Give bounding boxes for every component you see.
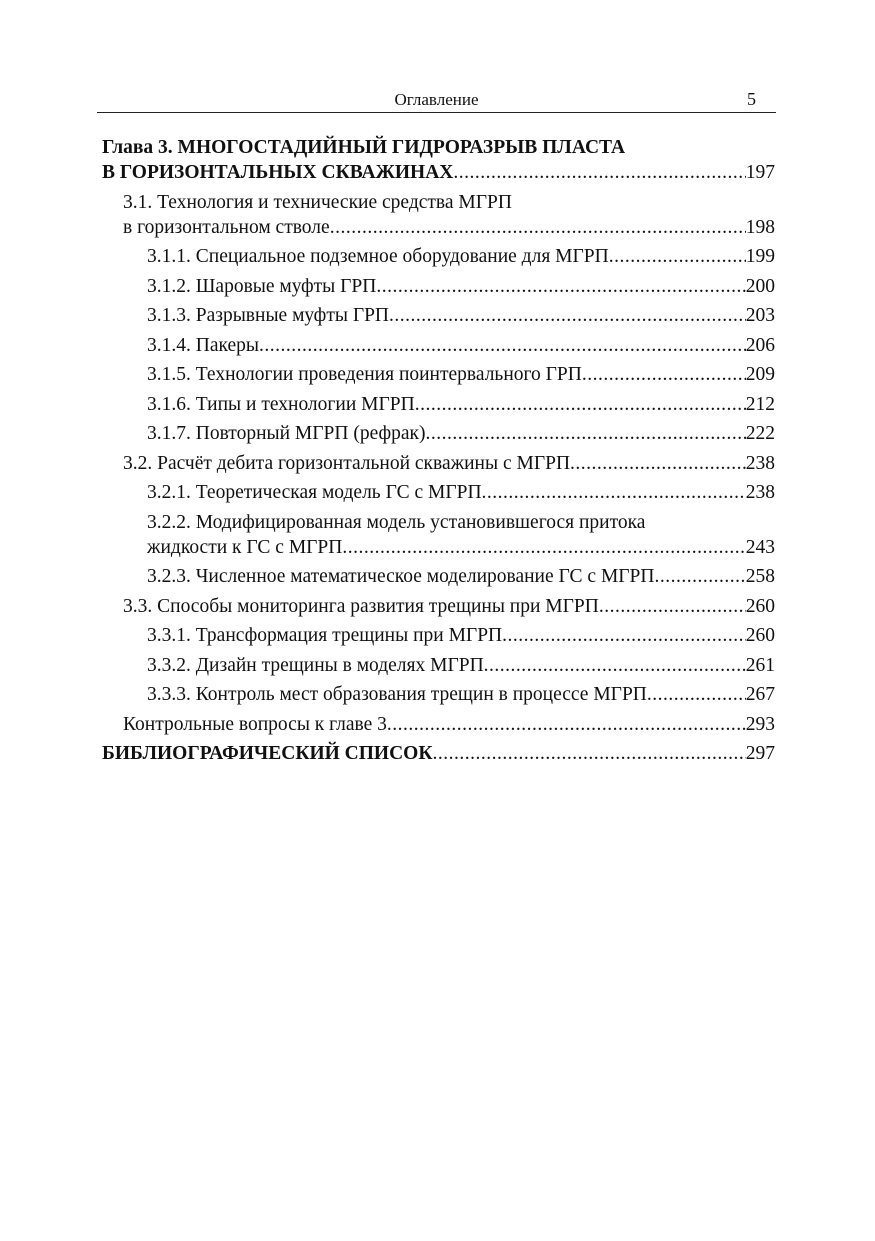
toc-entry-title-line: 3.1.6. Типы и технологии МГРП — [147, 393, 415, 415]
toc-entry-last-line — [147, 421, 775, 446]
toc-entry-title-line: 3.1.3. Разрывные муфты ГРП — [147, 305, 390, 326]
toc-entry-title-line: 3.2. Расчёт дебита горизонтальной скважины с МГРП — [123, 452, 571, 474]
toc-page-number: 222 — [745, 423, 775, 444]
header-title: Оглавление — [394, 90, 479, 109]
toc-entry-title-line: 3.1.5. Технологии проведения поинтервального ГРП — [147, 364, 582, 385]
toc-entry — [102, 480, 775, 505]
toc-page-number: 206 — [745, 334, 775, 356]
toc-entry-last-line — [147, 653, 775, 678]
toc-entry — [102, 244, 775, 269]
toc-entry — [102, 190, 775, 240]
toc-entry-title-line: БИБЛИОГРАФИЧЕСКИЙ СПИСОК — [102, 743, 433, 764]
toc-entry-title-line: В ГОРИЗОНТАЛЬНЫХ СКВАЖИНАХ — [102, 162, 454, 183]
dot-leader — [453, 160, 745, 185]
toc-page-number: 261 — [745, 654, 775, 676]
dot-leader — [415, 392, 746, 417]
dot-leader — [259, 333, 746, 358]
toc-page-number: 203 — [745, 305, 775, 326]
table-of-contents — [102, 135, 775, 771]
toc-page-number: 209 — [745, 364, 775, 385]
toc-entry-title-line: 3.1.1. Специальное подземное оборудование для МГРП — [147, 246, 609, 267]
toc-entry-last-line — [123, 215, 775, 240]
toc-entry-last-line — [123, 451, 775, 476]
toc-entry-title-line: 3.1.7. Повторный МГРП (рефрак) — [147, 423, 426, 444]
toc-page-number: 258 — [745, 566, 775, 587]
toc-entry-last-line — [147, 362, 775, 387]
toc-entry-title-line: 3.2.2. Модифицированная модель установившегося притока — [147, 511, 646, 533]
toc-entry — [102, 274, 775, 299]
toc-page-number: 200 — [745, 275, 775, 297]
toc-entry — [102, 303, 775, 328]
toc-entry-title-line: 3.3.1. Трансформация трещины при МГРП — [147, 625, 503, 646]
dot-leader — [655, 564, 746, 589]
toc-entry-title-line: 3.3.2. Дизайн трещины в моделях МГРП — [147, 654, 484, 676]
toc-entry-last-line — [147, 392, 775, 417]
toc-entry-title-line: 3.1.4. Пакеры — [147, 334, 259, 356]
toc-entry — [102, 682, 775, 707]
toc-entry-last-line — [123, 594, 775, 619]
toc-entry — [102, 564, 775, 589]
toc-page-number: 260 — [745, 595, 775, 617]
toc-entry — [102, 333, 775, 358]
toc-entry-title-line: 3.3. Способы мониторинга развития трещины при МГРП — [123, 595, 599, 617]
toc-entry — [102, 623, 775, 648]
toc-entry-last-line — [147, 535, 775, 560]
dot-leader — [482, 480, 746, 505]
toc-entry-title-line: 3.2.1. Теоретическая модель ГС с МГРП — [147, 482, 482, 503]
toc-page-number: 199 — [745, 246, 775, 267]
toc-entry-title-line: 3.1.2. Шаровые муфты ГРП — [147, 275, 377, 297]
toc-entry-last-line — [147, 303, 775, 328]
toc-entry-last-line — [147, 564, 775, 589]
toc-page-number: 238 — [745, 452, 775, 474]
dot-leader — [330, 215, 746, 240]
toc-entry — [102, 510, 775, 560]
toc-entry-last-line — [147, 244, 775, 269]
toc-entry-last-line — [147, 682, 775, 707]
toc-entry — [102, 712, 775, 737]
toc-entry-last-line — [147, 480, 775, 505]
toc-page-number: 212 — [745, 393, 775, 415]
toc-entry-title-line: жидкости к ГС с МГРП — [147, 536, 343, 558]
toc-entry — [102, 392, 775, 417]
toc-entry-title-line: Контрольные вопросы к главе 3 — [123, 713, 387, 735]
dot-leader — [342, 535, 745, 560]
dot-leader — [647, 682, 746, 707]
toc-entry — [102, 741, 775, 766]
toc-page-number: 238 — [745, 482, 775, 503]
dot-leader — [599, 594, 746, 619]
toc-entry-title-line: 3.1. Технология и технические средства МГРП — [123, 191, 512, 213]
toc-entry-title-line: Глава 3. МНОГОСТАДИЙНЫЙ ГИДРОРАЗРЫВ ПЛАСТА — [102, 137, 626, 158]
toc-entry — [102, 594, 775, 619]
dot-leader — [502, 623, 746, 648]
dot-leader — [432, 741, 745, 766]
toc-page-number: 267 — [745, 684, 775, 705]
header-page-number: 5 — [747, 89, 756, 109]
toc-entry-last-line — [147, 333, 775, 358]
running-header — [97, 86, 776, 113]
toc-page-number: 198 — [745, 216, 775, 238]
toc-entry-last-line — [147, 274, 775, 299]
toc-entry — [102, 135, 775, 185]
dot-leader — [425, 421, 745, 446]
dot-leader — [570, 451, 746, 476]
toc-page-number: 197 — [745, 162, 775, 183]
dot-leader — [389, 303, 746, 328]
dot-leader — [376, 274, 745, 299]
toc-entry-title-line: 3.3.3. Контроль мест образования трещин в процессе МГРП — [147, 684, 647, 705]
toc-entry — [102, 653, 775, 678]
dot-leader — [484, 653, 746, 678]
toc-page-number: 260 — [745, 625, 775, 646]
toc-page-number: 243 — [745, 536, 775, 558]
toc-entry — [102, 362, 775, 387]
toc-entry-last-line — [102, 160, 775, 185]
toc-page-number: 293 — [745, 713, 775, 735]
toc-entry-last-line — [147, 623, 775, 648]
dot-leader — [582, 362, 746, 387]
toc-entry-last-line — [102, 741, 775, 766]
toc-entry-title-line: в горизонтальном стволе — [123, 216, 330, 238]
toc-entry-title-line: 3.2.3. Численное математическое моделирование ГС с МГРП — [147, 566, 655, 587]
dot-leader — [387, 712, 746, 737]
toc-entry — [102, 451, 775, 476]
toc-entry — [102, 421, 775, 446]
toc-entry-last-line — [123, 712, 775, 737]
dot-leader — [609, 244, 746, 269]
toc-page-number: 297 — [745, 743, 775, 764]
